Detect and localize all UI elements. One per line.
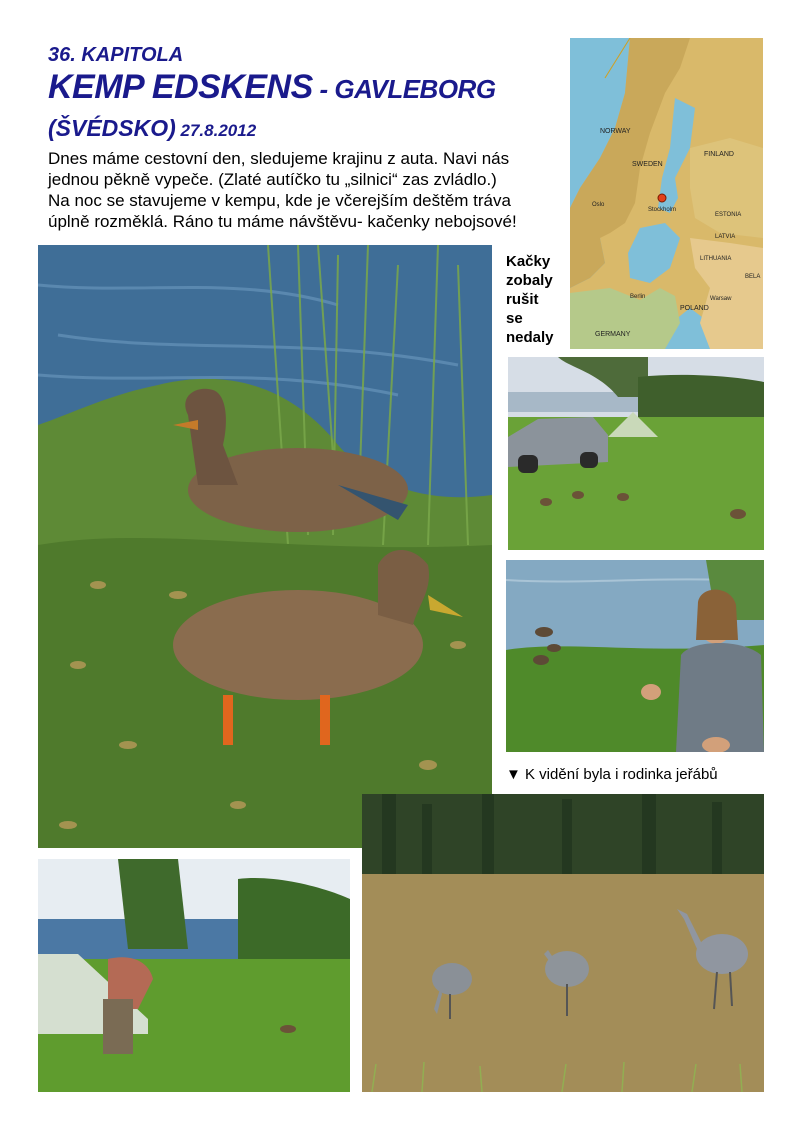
- map-label-warsaw: Warsaw: [710, 296, 732, 302]
- map-label-latvia: LATVIA: [715, 234, 736, 240]
- caption-line: rušit: [506, 291, 539, 308]
- map-label-oslo: Oslo: [592, 202, 605, 208]
- map-label-berlin: Berlin: [630, 294, 646, 300]
- intro-line: úplně rozměklá. Ráno tu máme návštěvu- kačenky nebojsové!: [48, 212, 517, 231]
- caption-line: se: [506, 310, 523, 327]
- location-marker: [658, 194, 666, 202]
- title-main: KEMP EDSKENS: [48, 68, 313, 106]
- map-label-sweden: SWEDEN: [632, 161, 663, 168]
- map-label-lithuania: LITHUANIA: [700, 256, 732, 262]
- chapter-label: 36. KAPITOLA: [48, 44, 184, 66]
- caption-line: zobaly: [506, 272, 553, 289]
- tent-photo: [38, 859, 350, 1092]
- title-country: (ŠVÉDSKO): [48, 115, 176, 141]
- duck-caption: [506, 252, 566, 347]
- woman-ducks-photo: [506, 560, 764, 752]
- caption-line: Kačky: [506, 253, 551, 270]
- map-label-norway: NORWAY: [600, 128, 631, 135]
- map-label-poland: POLAND: [680, 305, 709, 312]
- map-label-bela: BELA: [745, 274, 761, 280]
- intro-paragraph: [48, 148, 588, 232]
- caption-line: nedaly: [506, 329, 554, 346]
- crane-caption: ▼ K vidění byla i rodinka jeřábů: [506, 766, 718, 783]
- title-date: 27.8.2012: [175, 121, 257, 140]
- car-tent-photo: [508, 357, 764, 550]
- map-label-stockholm: Stockholm: [648, 207, 677, 213]
- scandinavia-map: [570, 38, 763, 349]
- title-country-line: [48, 115, 256, 142]
- intro-line: jednou pěkně vypeče. (Zlaté autíčko tu „silnici“ zas zvládlo.): [48, 170, 497, 189]
- map-label-estonia: ESTONIA: [715, 212, 742, 218]
- map-label-finland: FINLAND: [704, 151, 734, 158]
- title-region: - GAVLEBORG: [312, 74, 496, 104]
- intro-line: Na noc se stavujeme v kempu, kde je včerejším deštěm tráva: [48, 191, 511, 210]
- ducks-photo: [38, 245, 492, 848]
- cranes-photo: [362, 794, 764, 1092]
- intro-line: Dnes máme cestovní den, sledujeme krajinu z auta. Navi nás: [48, 149, 510, 168]
- map-label-germany: GERMANY: [595, 331, 631, 338]
- page-title: [48, 68, 496, 107]
